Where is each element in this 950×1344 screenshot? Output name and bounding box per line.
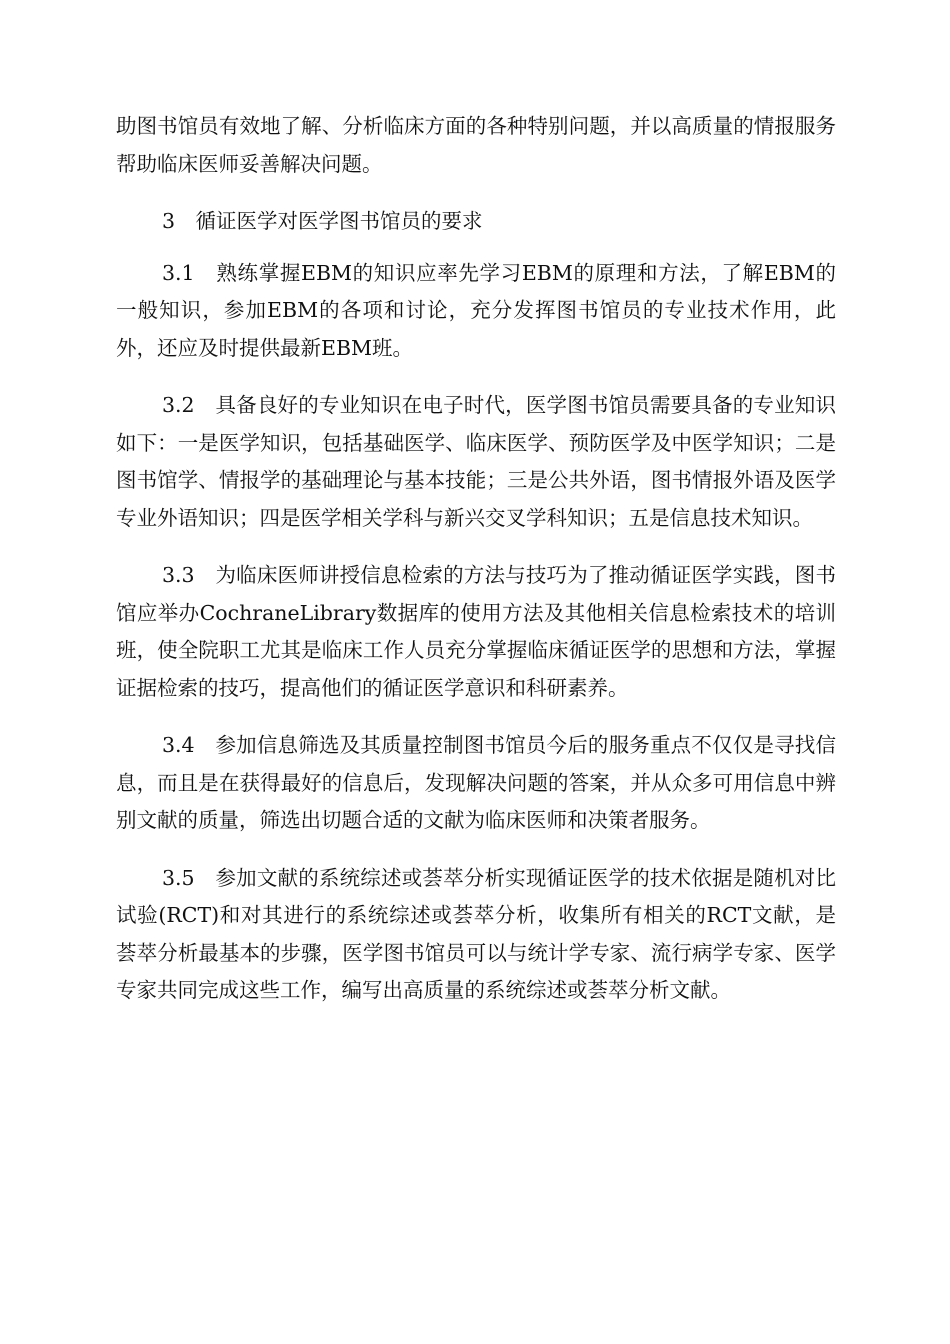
- intro-paragraph: 助图书馆员有效地了解、分析临床方面的各种特别问题，并以高质量的情报服务帮助临床医师妥善解决问题。: [116, 114, 836, 176]
- document-page: [116, 108, 836, 1030]
- section-3-1-paragraph: 3.1 熟练掌握EBM的知识应率先学习EBM的原理和方法，了解EBM的一般知识，参加EBM的各项和讨论，充分发挥图书馆员的专业技术作用，此外，还应及时提供最新EBM班。: [116, 260, 836, 360]
- section-3-4-paragraph: 3.4 参加信息筛选及其质量控制图书馆员今后的服务重点不仅仅是寻找信息，而且是在获得最好的信息后，发现解决问题的答案，并从众多可用信息中辨别文献的质量，筛选出切题合适的文献为临床医师和决策者服务。: [116, 733, 836, 832]
- section-heading: 3 循证医学对医学图书馆员的要求: [162, 209, 483, 233]
- section-3-5-paragraph: 3.5 参加文献的系统综述或荟萃分析实现循证医学的技术依据是随机对比试验(RCT)和对其进行的系统综述或荟萃分析，收集所有相关的RCT文献，是荟萃分析最基本的步骤，医学图书馆员可以与统计学专家、流行病学专家、医学专家共同完成这些工作，编写出高质量的系统综述或荟萃分析文献。: [116, 865, 836, 1002]
- section-3-2-paragraph: 3.2 具备良好的专业知识在电子时代，医学图书馆员需要具备的专业知识如下：一是医学知识，包括基础医学、临床医学、预防医学及中医学知识；二是图书馆学、情报学的基础理论与基本技能；三是公共外语，图书情报外语及医学专业外语知识；四是医学相关学科与新兴交叉学科知识；五是信息技术知识。: [116, 393, 836, 530]
- section-3-3-paragraph: 3.3 为临床医师讲授信息检索的方法与技巧为了推动循证医学实践，图书馆应举办CochraneLibrary数据库的使用方法及其他相关信息检索技术的培训班，使全院职工尤其是临床工作人员充分掌握临床循证医学的思想和方法，掌握证据检索的技巧，提高他们的循证医学意识和科研素养。: [116, 563, 836, 700]
